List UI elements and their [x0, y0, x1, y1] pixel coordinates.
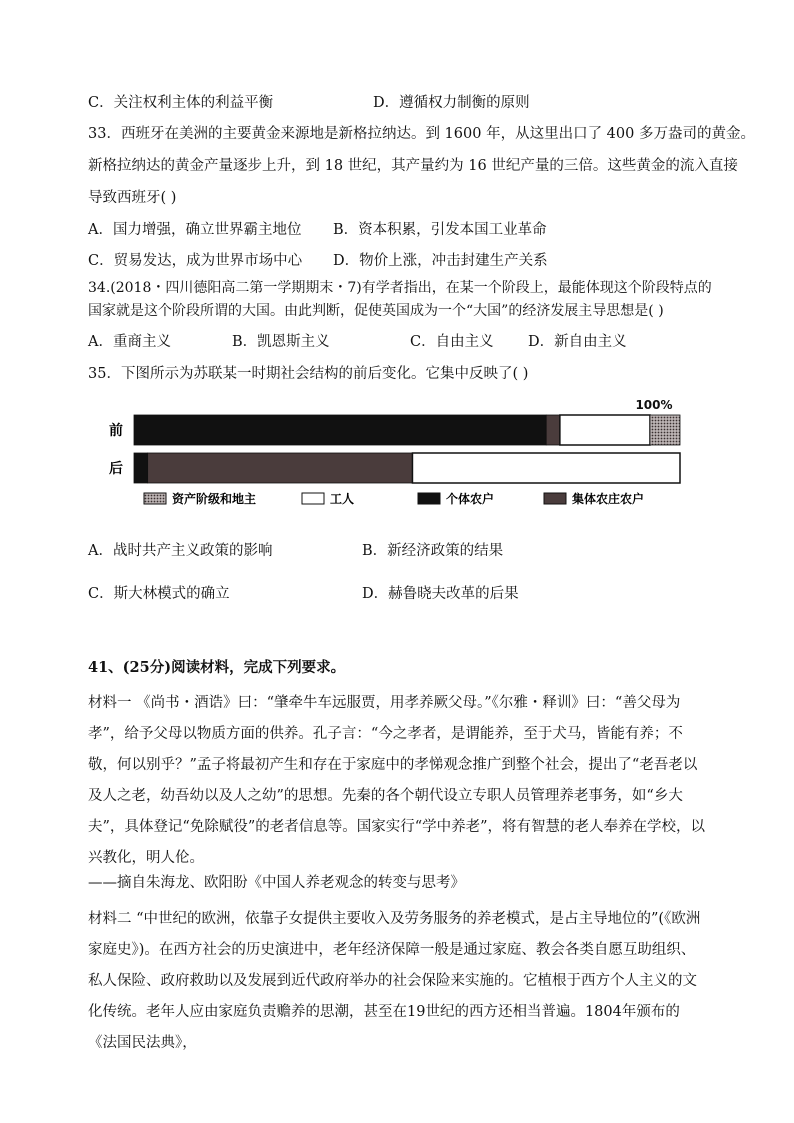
q34-option-b: B．凯恩斯主义 [232, 334, 330, 350]
q41-material-2: 材料二 “中世纪的欧洲，依靠子女提供主要收入及劳务服务的养老模式，是占主导地位的”(《欧洲家庭史》)。在西方社会的历史演进中，老年经济保障一般是通过家庭、教会各类自愿互助组织、私人保险、政府救助以及发展到近代政府举办的社会保险来实施的。它植根于西方个人主义的文化传统。老年人应由家庭负责赡养的思潮，甚至在19世纪的西方还相当普遍。1804年颁布的《法国民法典》， [88, 911, 701, 1051]
social-structure-chart [96, 392, 696, 512]
q33-option-a: A．国力增强，确立世界霸主地位 [88, 222, 302, 238]
q41-material-1: 材料一 《尚书・酒诰》曰：“肇牵牛车远服贾，用孝养厥父母。”《尔雅・释训》曰：“善父母为孝”，给予父母以物质方面的供养。孔子言：“今之孝者，是谓能养，至于犬马，皆能有养；不敬，何以别乎？”孟子将最初产生和存在于家庭中的孝悌观念推广到整个社会，提出了“老吾老以及人之老，幼吾幼以及人之幼”的思想。先秦的各个朝代设立专职人员管理养老事务，如“乡大夫”，具体登记“免除赋役”的老者信息等。国家实行“学中养老”，将有智慧的老人奉养在学校，以兴教化，明人伦。 [88, 695, 706, 866]
q33-stem-line-1: 33．西班牙在美洲的主要黄金来源地是新格拉纳达。到 1600 年，从这里出口了 400 多万盎司的黄金。 [88, 126, 755, 142]
q35-option-c: C．斯大林模式的确立 [88, 586, 230, 602]
q35-option-d: D．赫鲁晓夫改革的后果 [362, 586, 519, 602]
legend-swatch [302, 493, 324, 504]
bar-segment [148, 453, 413, 483]
q41-material-1-source: ——摘自朱海龙、欧阳盼《中国人养老观念的转变与思考》 [88, 875, 465, 891]
bar-segment [560, 415, 650, 445]
legend-label: 工人 [330, 492, 355, 506]
category-label: 后 [109, 461, 123, 477]
q34-option-a: A．重商主义 [88, 334, 171, 350]
bar-segment [134, 415, 546, 445]
category-label: 前 [109, 423, 123, 439]
q35-option-a: A．战时共产主义政策的影响 [88, 543, 273, 559]
q34-option-d: D．新自由主义 [528, 334, 627, 350]
q35-stem: 35．下图所示为苏联某一时期社会结构的前后变化。它集中反映了( ) [88, 366, 529, 382]
chart-top-label: 100% [635, 398, 673, 412]
q33-option-c: C．贸易发达，成为世界市场中心 [88, 253, 303, 269]
legend-label: 个体农户 [446, 492, 495, 506]
q33-stem-line-2: 新格拉纳达的黄金产量逐步上升，到 18 世纪，其产量约为 16 世纪产量的三倍。这些黄金的流入直接 [88, 158, 738, 174]
legend-label: 资产阶级和地主 [172, 492, 257, 506]
bar-segment [412, 453, 680, 483]
bar-segment [546, 415, 560, 445]
q32-option-d: D．遵循权力制衡的原则 [373, 95, 530, 111]
q34-stem-line-2: 国家就是这个阶段所谓的大国。由此判断，促使英国成为一个“大国”的经济发展主导思想是( ) [88, 303, 664, 319]
q33-option-b: B．资本积累，引发本国工业革命 [333, 222, 547, 238]
q33-option-d: D．物价上涨，冲击封建生产关系 [333, 253, 548, 269]
legend-label: 集体农庄农户 [572, 492, 645, 506]
bar-segment [134, 453, 148, 483]
q34-stem-line-1: 34.(2018・四川德阳高二第一学期期末・7)有学者指出，在某一个阶段上，最能体现这个阶段特点的 [88, 280, 712, 296]
legend-swatch [144, 493, 166, 504]
q34-option-c: C．自由主义 [410, 334, 494, 350]
q35-option-b: B．新经济政策的结果 [362, 543, 504, 559]
q41-title: 41、(25分)阅读材料，完成下列要求。 [88, 659, 346, 676]
q32-option-c: C．关注权利主体的利益平衡 [88, 95, 274, 111]
bar-segment [650, 415, 680, 445]
q33-stem-line-3: 导致西班牙( ) [88, 190, 177, 206]
legend-swatch [544, 493, 566, 504]
legend-swatch [418, 493, 440, 504]
